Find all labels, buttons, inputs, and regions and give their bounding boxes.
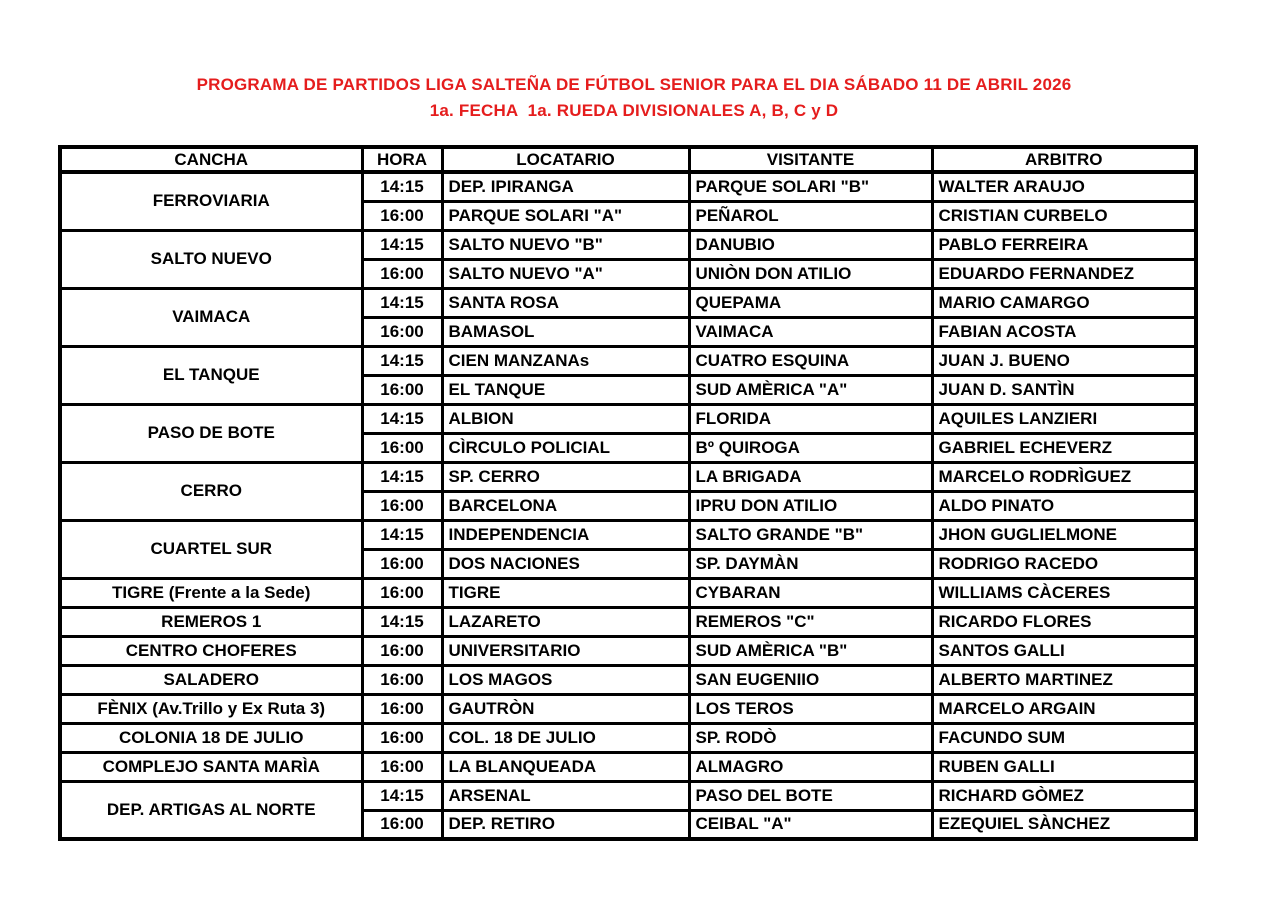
visitante-cell: QUEPAMA	[689, 288, 932, 317]
arbitro-cell: ALDO PINATO	[932, 491, 1196, 520]
locatario-cell: DEP. RETIRO	[442, 810, 689, 839]
header-row	[60, 147, 1196, 172]
title-line-1: PROGRAMA DE PARTIDOS LIGA SALTEÑA DE FÚTBOL SENIOR PARA EL DIA SÁBADO 11 DE ABRIL 2026	[196, 75, 1072, 94]
visitante-cell: SP. DAYMÀN	[689, 549, 932, 578]
match-row	[60, 636, 1196, 665]
arbitro-cell: CRISTIAN CURBELO	[932, 201, 1196, 230]
locatario-cell: UNIVERSITARIO	[442, 636, 689, 665]
arbitro-cell: WILLIAMS CÀCERES	[932, 578, 1196, 607]
visitante-cell: FLORIDA	[689, 404, 932, 433]
table-header	[60, 147, 1196, 172]
cancha-cell: EL TANQUE	[60, 346, 362, 404]
visitante-cell: CEIBAL "A"	[689, 810, 932, 839]
cancha-cell: FÈNIX (Av.Trillo y Ex Ruta 3)	[60, 694, 362, 723]
hora-cell: 14:15	[362, 172, 442, 201]
match-row	[60, 230, 1196, 259]
hora-cell: 16:00	[362, 433, 442, 462]
arbitro-cell: JUAN D. SANTÌN	[932, 375, 1196, 404]
locatario-cell: COL. 18 DE JULIO	[442, 723, 689, 752]
match-row	[60, 578, 1196, 607]
visitante-cell: CUATRO ESQUINA	[689, 346, 932, 375]
visitante-cell: VAIMACA	[689, 317, 932, 346]
match-row	[60, 781, 1196, 810]
arbitro-cell: RICHARD GÒMEZ	[932, 781, 1196, 810]
arbitro-cell: EDUARDO FERNANDEZ	[932, 259, 1196, 288]
hora-cell: 16:00	[362, 723, 442, 752]
cancha-cell: CENTRO CHOFERES	[60, 636, 362, 665]
arbitro-cell: MARCELO ARGAIN	[932, 694, 1196, 723]
arbitro-cell: JUAN J. BUENO	[932, 346, 1196, 375]
column-header-cancha: CANCHA	[60, 147, 362, 172]
cancha-cell: VAIMACA	[60, 288, 362, 346]
match-row	[60, 520, 1196, 549]
visitante-cell: SUD AMÈRICA "B"	[689, 636, 932, 665]
column-header-hora: HORA	[362, 147, 442, 172]
locatario-cell: LAZARETO	[442, 607, 689, 636]
match-row	[60, 172, 1196, 201]
arbitro-cell: GABRIEL ECHEVERZ	[932, 433, 1196, 462]
locatario-cell: TIGRE	[442, 578, 689, 607]
hora-cell: 14:15	[362, 346, 442, 375]
locatario-cell: CÌRCULO POLICIAL	[442, 433, 689, 462]
locatario-cell: LOS MAGOS	[442, 665, 689, 694]
hora-cell: 16:00	[362, 665, 442, 694]
locatario-cell: DOS NACIONES	[442, 549, 689, 578]
hora-cell: 14:15	[362, 520, 442, 549]
visitante-cell: LA BRIGADA	[689, 462, 932, 491]
cancha-cell: COMPLEJO SANTA MARÌA	[60, 752, 362, 781]
hora-cell: 14:15	[362, 230, 442, 259]
arbitro-cell: PABLO FERREIRA	[932, 230, 1196, 259]
arbitro-cell: EZEQUIEL SÀNCHEZ	[932, 810, 1196, 839]
cancha-cell: FERROVIARIA	[60, 172, 362, 230]
locatario-cell: BARCELONA	[442, 491, 689, 520]
locatario-cell: ALBION	[442, 404, 689, 433]
locatario-cell: PARQUE SOLARI "A"	[442, 201, 689, 230]
cancha-cell: SALTO NUEVO	[60, 230, 362, 288]
hora-cell: 16:00	[362, 375, 442, 404]
match-row	[60, 404, 1196, 433]
hora-cell: 16:00	[362, 636, 442, 665]
hora-cell: 14:15	[362, 462, 442, 491]
cancha-cell: SALADERO	[60, 665, 362, 694]
arbitro-cell: AQUILES LANZIERI	[932, 404, 1196, 433]
arbitro-cell: WALTER ARAUJO	[932, 172, 1196, 201]
visitante-cell: ALMAGRO	[689, 752, 932, 781]
visitante-cell: PASO DEL BOTE	[689, 781, 932, 810]
cancha-cell: REMEROS 1	[60, 607, 362, 636]
locatario-cell: SANTA ROSA	[442, 288, 689, 317]
cancha-cell: PASO DE BOTE	[60, 404, 362, 462]
hora-cell: 16:00	[362, 491, 442, 520]
visitante-cell: SAN EUGENIIO	[689, 665, 932, 694]
locatario-cell: GAUTRÒN	[442, 694, 689, 723]
arbitro-cell: SANTOS GALLI	[932, 636, 1196, 665]
match-row	[60, 665, 1196, 694]
visitante-cell: DANUBIO	[689, 230, 932, 259]
cancha-cell: TIGRE (Frente a la Sede)	[60, 578, 362, 607]
arbitro-cell: RODRIGO RACEDO	[932, 549, 1196, 578]
locatario-cell: EL TANQUE	[442, 375, 689, 404]
hora-cell: 14:15	[362, 288, 442, 317]
page-title	[0, 72, 1268, 124]
hora-cell: 16:00	[362, 317, 442, 346]
match-row	[60, 752, 1196, 781]
match-row	[60, 723, 1196, 752]
arbitro-cell: FACUNDO SUM	[932, 723, 1196, 752]
column-header-locatario: LOCATARIO	[442, 147, 689, 172]
locatario-cell: LA BLANQUEADA	[442, 752, 689, 781]
arbitro-cell: MARIO CAMARGO	[932, 288, 1196, 317]
cancha-cell: DEP. ARTIGAS AL NORTE	[60, 781, 362, 839]
arbitro-cell: MARCELO RODRÌGUEZ	[932, 462, 1196, 491]
hora-cell: 16:00	[362, 549, 442, 578]
hora-cell: 16:00	[362, 752, 442, 781]
visitante-cell: SALTO GRANDE "B"	[689, 520, 932, 549]
cancha-cell: COLONIA 18 DE JULIO	[60, 723, 362, 752]
visitante-cell: SP. RODÒ	[689, 723, 932, 752]
hora-cell: 16:00	[362, 578, 442, 607]
match-row	[60, 607, 1196, 636]
match-row	[60, 694, 1196, 723]
locatario-cell: DEP. IPIRANGA	[442, 172, 689, 201]
visitante-cell: REMEROS "C"	[689, 607, 932, 636]
hora-cell: 16:00	[362, 259, 442, 288]
visitante-cell: SUD AMÈRICA "A"	[689, 375, 932, 404]
visitante-cell: Bº QUIROGA	[689, 433, 932, 462]
column-header-arbitro: ARBITRO	[932, 147, 1196, 172]
match-schedule-table	[58, 145, 1198, 841]
title-line-2: 1a. FECHA 1a. RUEDA DIVISIONALES A, B, C y D	[429, 101, 839, 120]
hora-cell: 14:15	[362, 781, 442, 810]
hora-cell: 16:00	[362, 694, 442, 723]
locatario-cell: INDEPENDENCIA	[442, 520, 689, 549]
visitante-cell: IPRU DON ATILIO	[689, 491, 932, 520]
visitante-cell: LOS TEROS	[689, 694, 932, 723]
visitante-cell: PARQUE SOLARI "B"	[689, 172, 932, 201]
arbitro-cell: JHON GUGLIELMONE	[932, 520, 1196, 549]
hora-cell: 16:00	[362, 810, 442, 839]
arbitro-cell: RUBEN GALLI	[932, 752, 1196, 781]
arbitro-cell: FABIAN ACOSTA	[932, 317, 1196, 346]
locatario-cell: SALTO NUEVO "A"	[442, 259, 689, 288]
arbitro-cell: ALBERTO MARTINEZ	[932, 665, 1196, 694]
locatario-cell: ARSENAL	[442, 781, 689, 810]
locatario-cell: SP. CERRO	[442, 462, 689, 491]
cancha-cell: CUARTEL SUR	[60, 520, 362, 578]
cancha-cell: CERRO	[60, 462, 362, 520]
match-row	[60, 462, 1196, 491]
hora-cell: 16:00	[362, 201, 442, 230]
column-header-visitante: VISITANTE	[689, 147, 932, 172]
visitante-cell: PEÑAROL	[689, 201, 932, 230]
match-row	[60, 346, 1196, 375]
visitante-cell: UNIÒN DON ATILIO	[689, 259, 932, 288]
arbitro-cell: RICARDO FLORES	[932, 607, 1196, 636]
locatario-cell: BAMASOL	[442, 317, 689, 346]
match-row	[60, 288, 1196, 317]
hora-cell: 14:15	[362, 404, 442, 433]
locatario-cell: CIEN MANZANAs	[442, 346, 689, 375]
hora-cell: 14:15	[362, 607, 442, 636]
locatario-cell: SALTO NUEVO "B"	[442, 230, 689, 259]
visitante-cell: CYBARAN	[689, 578, 932, 607]
table-body	[60, 172, 1196, 839]
